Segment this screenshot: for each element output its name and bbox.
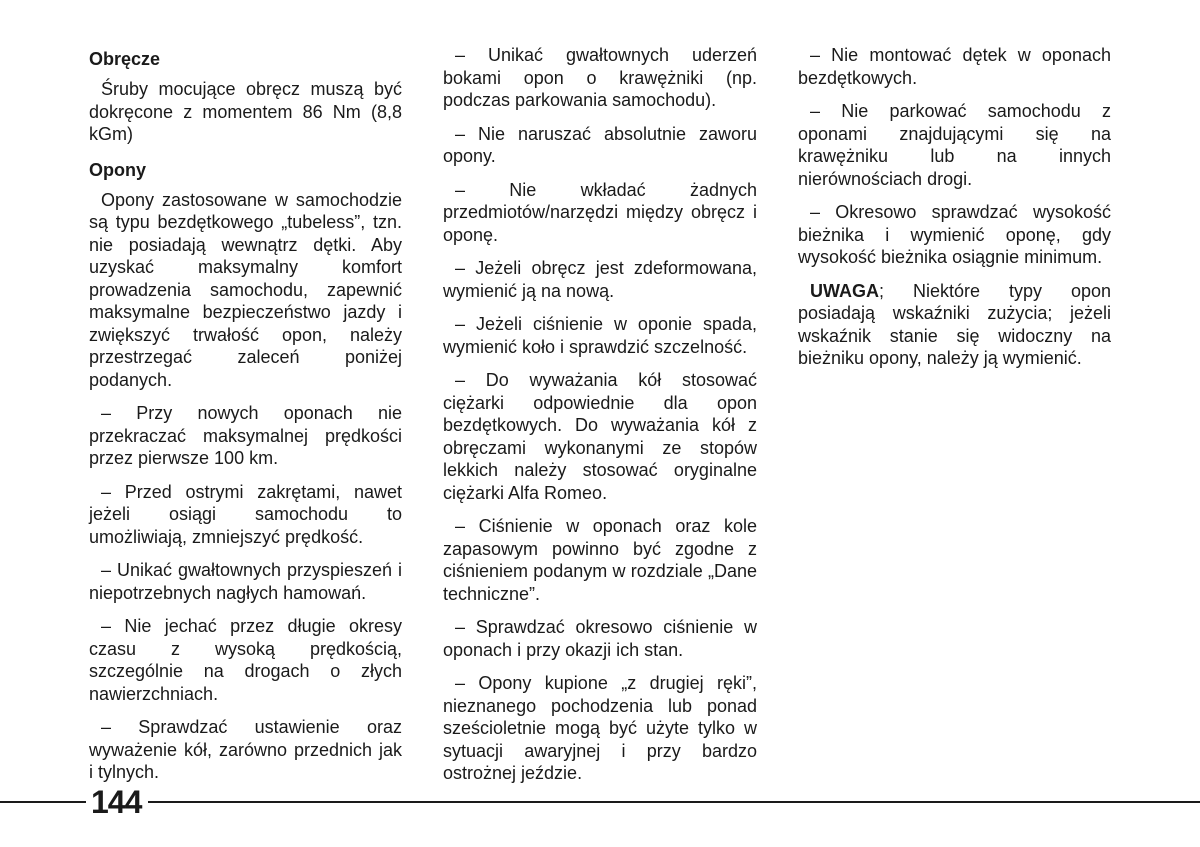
warning-text: ; Niektóre typy opon posiadają wskaźniki zużycia; jeżeli wskaźnik stanie się widoczny na bieżniku opony, należy ją wymienić. xyxy=(798,280,1111,368)
list-item: – Ciśnienie w oponach oraz kole zapasowym powinno być zgodne z ciśnieniem podanym w rozdziale „Dane techniczne”. xyxy=(443,516,757,604)
section-heading-tyres: Opony xyxy=(89,159,146,180)
list-item: – Nie montować dętek w oponach bezdętkowych. xyxy=(798,45,1111,88)
page-number: 144 xyxy=(91,784,142,820)
column-right xyxy=(798,44,1111,381)
list-item: – Okresowo sprawdzać wysokość bieżnika i wymienić oponę, gdy wysokość bieżnika osiągnie minimum. xyxy=(798,202,1111,267)
list-item: – Nie wkładać żadnych przedmiotów/narzędzi między obręcz i oponę. xyxy=(443,179,757,245)
list-item: – Do wyważania kół stosować ciężarki odpowiednie dla opon bezdętkowych. Do wyważania kół z obręczami wykonanymi ze stopów lekkich należy stosować oryginalne ciężarki Alfa Romeo. xyxy=(443,370,757,503)
list-item: – Przed ostrymi zakrętami, nawet jeżeli osiągi samochodu to umożliwiają, zmniejszyć prędkość. xyxy=(89,481,402,547)
list-item: – Opony kupione „z drugiej ręki”, nieznanego pochodzenia lub ponad sześcioletnie mogą być użyte tylko w sytuacji awaryjnej i przy bardzo ostrożnej jeździe. xyxy=(443,673,757,783)
paragraph: Opony zastosowane w samochodzie są typu bezdętkowego „tubeless”, tzn. nie posiadają wewnątrz dętki. Aby uzyskać maksymalny komfort prowadzenia samochodu, zapewnić maksymalne bezpieczeństwo jazdy i zwiększyć trwałość opon, należy przestrzegać zaleceń poniżej podanych. xyxy=(89,189,402,390)
list-item: – Jeżeli obręcz jest zdeformowana, wymienić ją na nową. xyxy=(443,258,757,301)
column-left xyxy=(89,44,402,795)
section-heading-rims: Obręcze xyxy=(89,49,161,69)
list-item: – Unikać gwałtownych uderzeń bokami opon o krawężniki (np. podczas parkowania samochodu). xyxy=(443,45,757,110)
list-item: – Nie naruszać absolutnie zaworu opony. xyxy=(443,123,757,166)
footer-rule-right xyxy=(148,801,1200,803)
warning-label: UWAGA xyxy=(810,280,879,301)
list-item: – Nie parkować samochodu z oponami znajdującymi się na krawężniku lub na innych nierównościach drogi. xyxy=(798,101,1111,189)
paragraph: Śruby mocujące obręcz muszą być dokręcone z momentem 86 Nm (8,8 kGm) xyxy=(89,79,402,144)
footer-rule-left xyxy=(0,801,86,803)
list-item: – Sprawdzać ustawienie oraz wyważenie kół, zarówno przednich jak i tylnych. xyxy=(89,717,402,782)
list-item: – Jeżeli ciśnienie w oponie spada, wymienić koło i sprawdzić szczelność. xyxy=(443,314,757,357)
column-middle xyxy=(443,44,757,796)
warning-note xyxy=(798,280,1111,370)
list-item: – Przy nowych oponach nie przekraczać maksymalnej prędkości przez pierwsze 100 km. xyxy=(89,403,402,468)
list-item: – Unikać gwałtownych przyspieszeń i niepotrzebnych nagłych hamowań. xyxy=(89,560,402,603)
list-item: – Sprawdzać okresowo ciśnienie w oponach i przy okazji ich stan. xyxy=(443,617,757,660)
list-item: – Nie jechać przez długie okresy czasu z wysoką prędkością, szczególnie na drogach o złych nawierzchniach. xyxy=(89,616,402,704)
